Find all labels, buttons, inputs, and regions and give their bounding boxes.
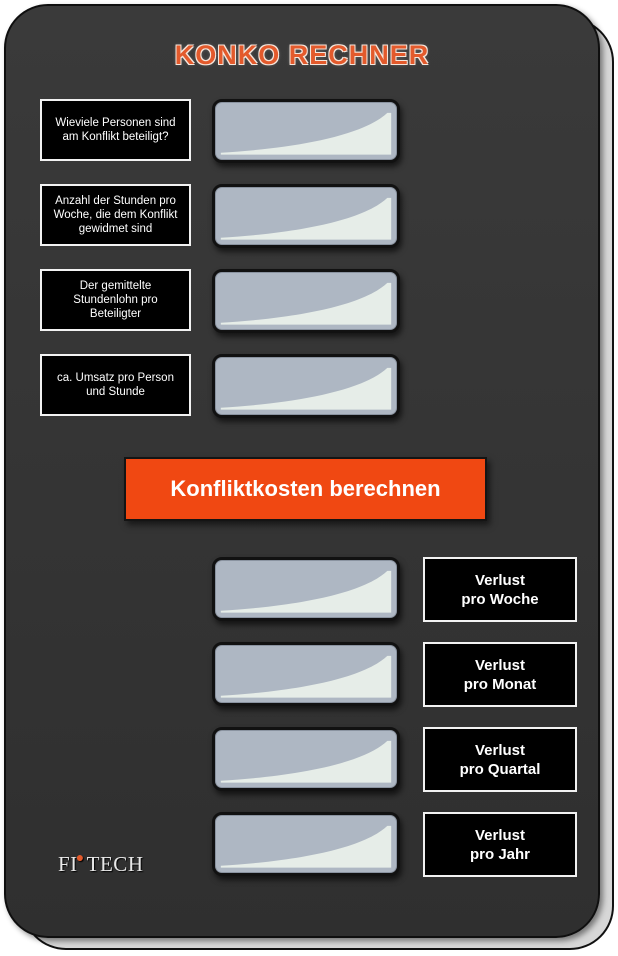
loss-week-label <box>423 557 577 622</box>
field-gloss-icon <box>215 357 397 415</box>
loss-year-line1: Verlust <box>474 826 526 844</box>
persons-input[interactable] <box>212 99 400 163</box>
wage-input[interactable] <box>212 269 400 333</box>
logo-dot-icon: ● <box>75 851 85 866</box>
calculator-panel <box>4 4 600 938</box>
loss-week-line2: pro Woche <box>461 590 539 608</box>
loss-year-label <box>423 812 577 877</box>
loss-month-output[interactable] <box>212 642 400 706</box>
field-gloss-icon <box>215 645 397 703</box>
loss-month-line1: Verlust <box>474 656 526 674</box>
loss-month-label <box>423 642 577 707</box>
loss-month-line2: pro Monat <box>463 675 537 693</box>
loss-quarter-output[interactable] <box>212 727 400 791</box>
persons-label: Wieviele Personen sind am Konflikt beteiligt? <box>40 99 191 161</box>
field-gloss-icon <box>215 187 397 245</box>
revenue-input[interactable] <box>212 354 400 418</box>
logo-left-text: FI <box>58 852 78 876</box>
field-gloss-icon <box>215 815 397 873</box>
loss-year-line2: pro Jahr <box>469 845 530 863</box>
hours-input[interactable] <box>212 184 400 248</box>
app-title: KONKO RECHNER <box>174 40 430 70</box>
loss-week-line1: Verlust <box>474 571 526 589</box>
loss-year-output[interactable] <box>212 812 400 876</box>
loss-quarter-label <box>423 727 577 792</box>
loss-quarter-line1: Verlust <box>474 741 526 759</box>
field-gloss-icon <box>215 560 397 618</box>
loss-quarter-line2: pro Quartal <box>459 760 541 778</box>
fitech-logo <box>58 852 143 877</box>
loss-week-output[interactable] <box>212 557 400 621</box>
field-gloss-icon <box>215 730 397 788</box>
wage-label: Der gemittelte Stundenlohn pro Beteiligter <box>40 269 191 331</box>
calculate-button[interactable]: Konfliktkosten berechnen <box>124 457 487 521</box>
revenue-label: ca. Umsatz pro Person und Stunde <box>40 354 191 416</box>
field-gloss-icon <box>215 102 397 160</box>
field-gloss-icon <box>215 272 397 330</box>
logo-right-text: TECH <box>86 852 144 876</box>
hours-label: Anzahl der Stunden pro Woche, die dem Konflikt gewidmet sind <box>40 184 191 246</box>
